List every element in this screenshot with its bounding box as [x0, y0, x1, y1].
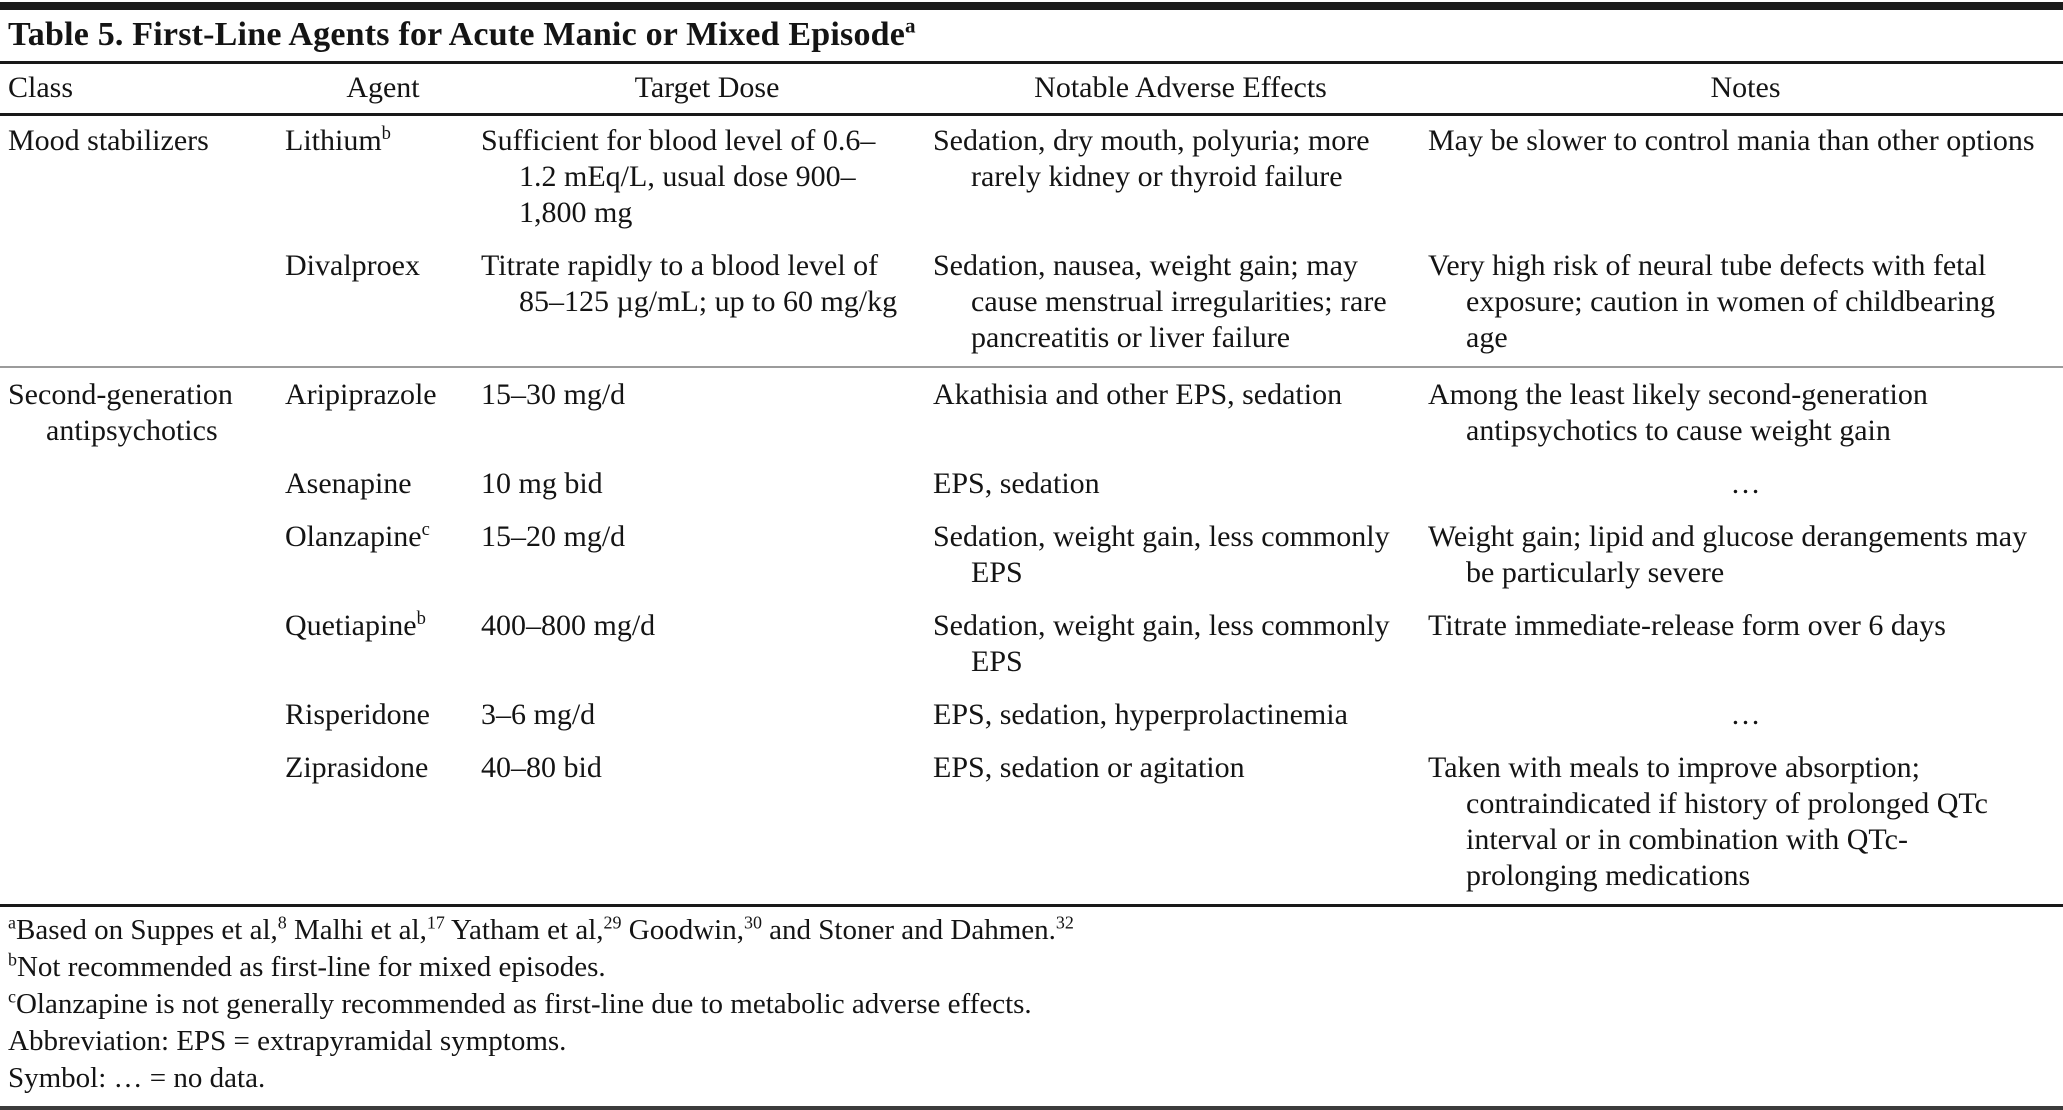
cell-notes: Among the least likely second-generation antipsychotics to cause weight gain	[1428, 367, 2063, 459]
footnote-b: $^b$Not recommended as first-line for mixed episodes.	[8, 949, 606, 983]
footnote-abbreviation: Abbreviation: EPS = extrapyramidal symptoms.	[8, 1025, 567, 1057]
cell-class	[0, 690, 285, 743]
table-title-text: Table 5. First-Line Agents for Acute Manic or Mixed Episode	[8, 16, 906, 53]
citation-superscript: 29	[603, 912, 622, 933]
cell-class	[0, 512, 285, 601]
cell-class: Second-generation antipsychotics	[0, 367, 285, 459]
footnotes	[0, 904, 2063, 1110]
cell-notes-no-data: …	[1730, 467, 1761, 500]
citation-superscript: 30	[743, 912, 762, 933]
table-row-olanzapine	[0, 512, 2063, 601]
cell-notes: Weight gain; lipid and glucose derangements may be particularly severe	[1428, 520, 2028, 589]
table-row-risperidone	[0, 690, 2063, 743]
footnote-marker: b	[416, 608, 426, 629]
cell-adverse-effects: EPS, sedation	[933, 467, 1100, 500]
column-header-agent: Agent	[285, 64, 481, 115]
header-row	[0, 64, 2063, 115]
citation-superscript: 8	[277, 912, 287, 933]
cell-target-dose: 400–800 mg/d	[481, 609, 656, 642]
cell-agent: Risperidone	[285, 698, 430, 731]
column-header-notes: Notes	[1428, 64, 2063, 115]
cell-target-dose: Titrate rapidly to a blood level of 85–125 µg/mL; up to 60 mg/kg	[481, 249, 898, 318]
title-footnote-marker: a	[905, 13, 916, 38]
agents-table	[0, 64, 2063, 904]
footnote-c: $^c$Olanzapine is not generally recommended as first-line due to metabolic adverse effects.	[8, 986, 1032, 1020]
cell-notes: Taken with meals to improve absorption; contraindicated if history of prolonged QTc interval or in combination with QTc-prolonging medications	[1428, 751, 1988, 892]
cell-agent: Ziprasidone	[285, 751, 429, 784]
table-row-aripiprazole	[0, 367, 2063, 459]
cell-target-dose: 10 mg bid	[481, 467, 603, 500]
table-row-ziprasidone	[0, 743, 2063, 904]
cell-agent: Olanzapine$^c$	[285, 519, 430, 553]
cell-notes: May be slower to control mania than other options	[1428, 124, 2035, 157]
cell-agent: Divalproex	[285, 249, 420, 282]
cell-adverse-effects: EPS, sedation or agitation	[933, 751, 1245, 784]
cell-notes: Titrate immediate-release form over 6 days	[1428, 609, 1946, 642]
cell-adverse-effects: Sedation, nausea, weight gain; may cause menstrual irregularities; rare pancreatitis or liver failure	[933, 249, 1387, 354]
cell-agent: Asenapine	[285, 467, 412, 500]
cell-target-dose: Sufficient for blood level of 0.6–1.2 mEq/L, usual dose 900–1,800 mg	[481, 124, 876, 229]
column-header-adverse-effects: Notable Adverse Effects	[933, 64, 1428, 115]
cell-adverse-effects: Sedation, weight gain, less commonly EPS	[933, 609, 1390, 678]
cell-notes-no-data: …	[1730, 698, 1761, 731]
footnote-marker: c	[421, 519, 430, 540]
table-figure	[0, 2, 2063, 1110]
footnote-marker: b	[8, 949, 17, 970]
cell-target-dose: 3–6 mg/d	[481, 698, 596, 731]
cell-agent: Aripiprazole	[285, 367, 481, 459]
footnote-a: $^a$Based on Suppes et al,$^8$ Malhi et al,$^{17}$ Yatham et al,$^{29}$ Goodwin,$^{30}$ and Stoner and Dahmen.$^{32}$	[8, 912, 1074, 946]
cell-agent: Lithium$^b$	[285, 123, 391, 157]
citation-superscript: 17	[426, 912, 445, 933]
footnote-marker: b	[381, 123, 391, 144]
table-top-rule	[0, 2, 2063, 10]
cell-target-dose: 15–20 mg/d	[481, 520, 626, 553]
cell-notes: Very high risk of neural tube defects with fetal exposure; caution in women of childbearing age	[1428, 249, 1996, 354]
table-row-lithium	[0, 115, 2063, 242]
cell-adverse-effects: EPS, sedation, hyperprolactinemia	[933, 698, 1348, 731]
cell-class	[0, 459, 285, 512]
cell-agent: Quetiapine$^b$	[285, 608, 426, 642]
table-title	[0, 10, 2063, 64]
cell-adverse-effects: Sedation, dry mouth, polyuria; more rarely kidney or thyroid failure	[933, 124, 1370, 193]
cell-adverse-effects: Sedation, weight gain, less commonly EPS	[933, 520, 1390, 589]
column-header-class: Class	[0, 64, 285, 115]
footnote-marker: a	[8, 912, 16, 933]
cell-adverse-effects: Akathisia and other EPS, sedation	[933, 367, 1428, 459]
cell-class	[0, 241, 285, 367]
cell-class	[0, 601, 285, 690]
column-header-target-dose: Target Dose	[481, 64, 933, 115]
cell-target-dose: 15–30 mg/d	[481, 367, 933, 459]
citation-superscript: 32	[1055, 912, 1074, 933]
cell-class: Mood stabilizers	[8, 124, 209, 157]
footnote-marker: c	[8, 986, 16, 1007]
table-row-asenapine	[0, 459, 2063, 512]
footnote-symbol: Symbol: … = no data.	[8, 1062, 266, 1094]
cell-class	[0, 743, 285, 904]
table-row-divalproex	[0, 241, 2063, 367]
cell-target-dose: 40–80 bid	[481, 751, 602, 784]
table-row-quetiapine	[0, 601, 2063, 690]
